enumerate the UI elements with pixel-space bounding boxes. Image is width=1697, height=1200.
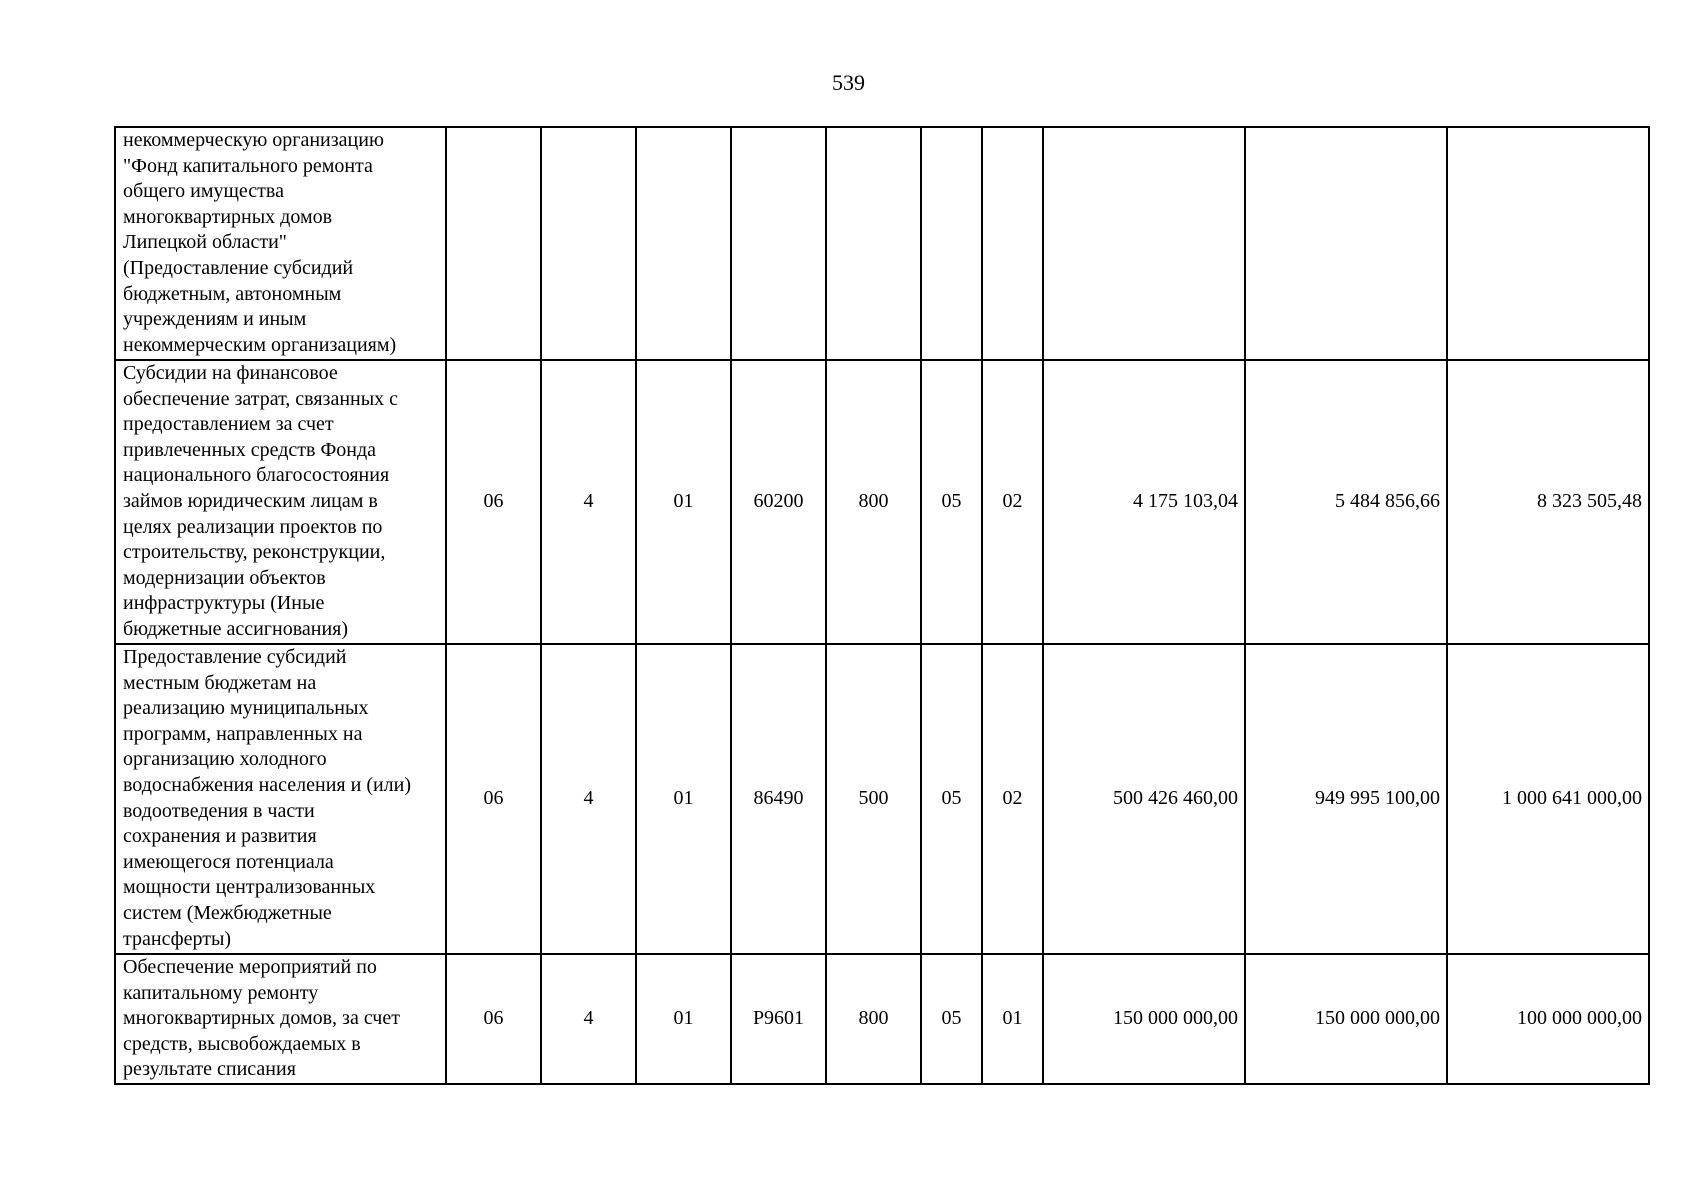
- amount-year3-cell: 8 323 505,48: [1447, 360, 1649, 644]
- amount-year2-cell: 949 995 100,00: [1245, 644, 1447, 954]
- expense-type-cell: [826, 127, 921, 360]
- row-description: [115, 360, 446, 644]
- program-code-cell: [446, 127, 541, 360]
- amount-year2-cell: 150 000 000,00: [1245, 954, 1447, 1084]
- table-row: [115, 127, 1649, 360]
- description-line: общего имущества: [123, 180, 284, 203]
- subprogram-code-cell: [541, 127, 636, 360]
- expense-type-cell: 800: [826, 954, 921, 1084]
- description-line: предоставлением за счет: [123, 413, 334, 436]
- direction-code-cell: [731, 127, 826, 360]
- subsection-cell: 02: [982, 360, 1043, 644]
- description-line: многоквартирных домов, за счет: [123, 1007, 400, 1030]
- amount-year1-cell: [1043, 127, 1245, 360]
- description-line: организацию холодного: [123, 748, 327, 771]
- amount-year1-cell: 4 175 103,04: [1043, 360, 1245, 644]
- description-line: обеспечение затрат, связанных с: [123, 387, 399, 410]
- amount-year2-cell: [1245, 127, 1447, 360]
- amount-year3-cell: [1447, 127, 1649, 360]
- description-line: Обеспечение мероприятий по: [123, 956, 377, 978]
- main-event-code-cell: [636, 127, 731, 360]
- description-line: целях реализации проектов по: [123, 515, 383, 538]
- description-line: Предоставление субсидий: [123, 646, 347, 668]
- description-line: некоммерческую организацию: [123, 129, 384, 151]
- direction-code-cell: Р9601: [731, 954, 826, 1084]
- row-description: [115, 954, 446, 1084]
- program-code-cell: 06: [446, 644, 541, 954]
- table-row: [115, 644, 1649, 954]
- subprogram-code-cell: 4: [541, 954, 636, 1084]
- description-line: бюджетные ассигнования): [123, 617, 349, 640]
- description-line: Субсидии на финансовое: [123, 362, 338, 384]
- description-line: капитальному ремонту: [123, 981, 319, 1004]
- description-line: сохранения и развития: [123, 825, 317, 848]
- description-line: бюджетным, автономным: [123, 282, 342, 305]
- description-line: привлеченных средств Фонда: [123, 438, 377, 461]
- direction-code-cell: 86490: [731, 644, 826, 954]
- main-event-code-cell: 01: [636, 954, 731, 1084]
- description-line: водоснабжения населения и (или): [123, 773, 412, 796]
- description-line: (Предоставление субсидий: [123, 256, 354, 279]
- description-line: систем (Межбюджетные: [123, 901, 332, 924]
- description-line: результате списания: [123, 1058, 296, 1081]
- description-line: программ, направленных на: [123, 722, 363, 745]
- description-line: займов юридическим лицам в: [123, 489, 378, 512]
- description-line: учреждениям и иным: [123, 308, 307, 331]
- description-line: мощности централизованных: [123, 876, 376, 899]
- subsection-cell: 01: [982, 954, 1043, 1084]
- description-line: многоквартирных домов: [123, 205, 333, 228]
- amount-year2-cell: 5 484 856,66: [1245, 360, 1447, 644]
- description-line: "Фонд капитального ремонта: [123, 154, 373, 177]
- subsection-cell: 02: [982, 644, 1043, 954]
- direction-code-cell: 60200: [731, 360, 826, 644]
- amount-year3-cell: 100 000 000,00: [1447, 954, 1649, 1084]
- amount-year1-cell: 500 426 460,00: [1043, 644, 1245, 954]
- table-row: [115, 360, 1649, 644]
- section-cell: [921, 127, 982, 360]
- row-description: [115, 127, 446, 360]
- table-row: [115, 954, 1649, 1084]
- description-line: имеющегося потенциала: [123, 850, 334, 873]
- description-line: модернизации объектов: [123, 566, 326, 589]
- main-event-code-cell: 01: [636, 360, 731, 644]
- expense-type-cell: 500: [826, 644, 921, 954]
- section-cell: 05: [921, 954, 982, 1084]
- description-line: инфраструктуры (Иные: [123, 592, 325, 615]
- row-description: [115, 644, 446, 954]
- description-line: некоммерческим организациям): [123, 333, 397, 356]
- subprogram-code-cell: 4: [541, 360, 636, 644]
- subprogram-code-cell: 4: [541, 644, 636, 954]
- description-line: строительству, реконструкции,: [123, 541, 386, 564]
- program-code-cell: 06: [446, 954, 541, 1084]
- page-number: 539: [832, 70, 865, 95]
- amount-year3-cell: 1 000 641 000,00: [1447, 644, 1649, 954]
- description-line: национального благосостояния: [123, 464, 390, 487]
- description-line: Липецкой области": [123, 231, 287, 254]
- description-line: местным бюджетам на: [123, 671, 317, 694]
- description-line: водоотведения в части: [123, 799, 315, 822]
- description-line: реализацию муниципальных: [123, 697, 369, 720]
- budget-table: [114, 126, 1650, 1085]
- subsection-cell: [982, 127, 1043, 360]
- expense-type-cell: 800: [826, 360, 921, 644]
- main-event-code-cell: 01: [636, 644, 731, 954]
- description-line: трансферты): [123, 927, 232, 950]
- description-line: средств, высвобождаемых в: [123, 1032, 361, 1055]
- amount-year1-cell: 150 000 000,00: [1043, 954, 1245, 1084]
- section-cell: 05: [921, 360, 982, 644]
- section-cell: 05: [921, 644, 982, 954]
- program-code-cell: 06: [446, 360, 541, 644]
